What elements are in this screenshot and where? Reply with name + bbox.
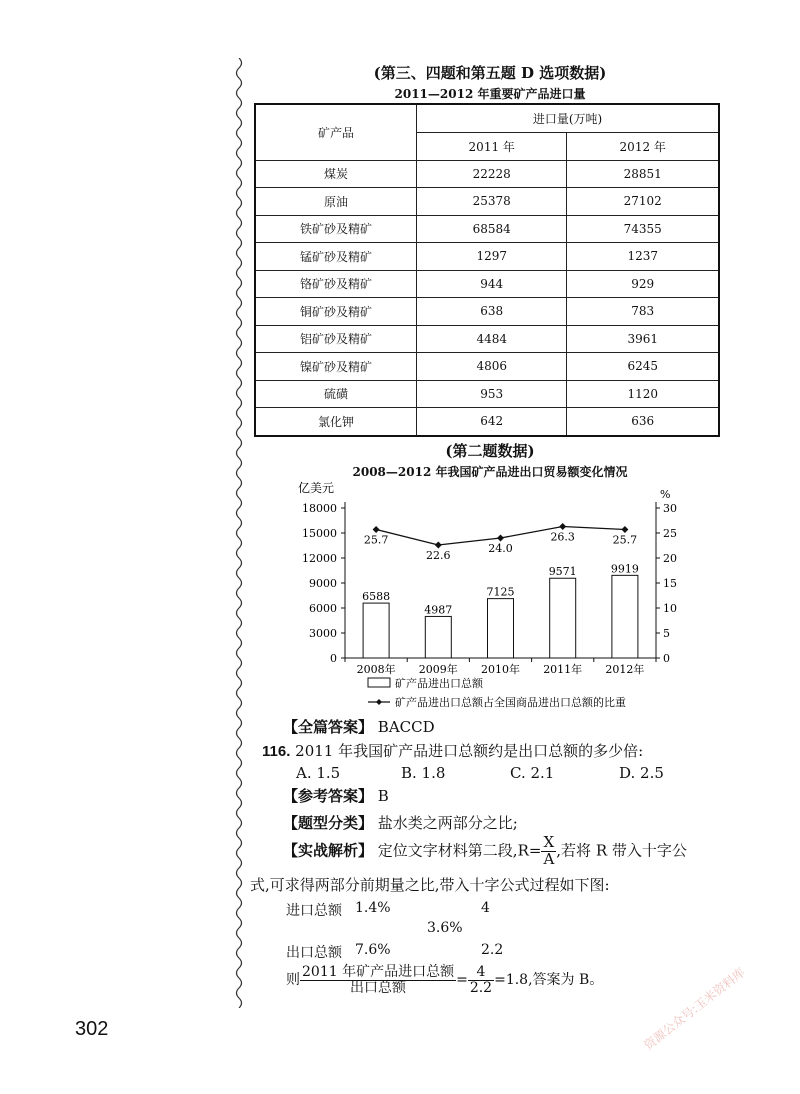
table-body: [255, 160, 719, 436]
final-prefix: 则: [286, 972, 300, 989]
right-tick-label: 20: [663, 552, 677, 565]
table-row: [255, 353, 719, 381]
cell-mineral-name: 铬矿砂及精矿: [255, 270, 417, 298]
cell-mineral-name: 锰矿砂及精矿: [255, 243, 417, 271]
cell-2011: 1297: [417, 243, 567, 271]
cell-2011: 642: [417, 408, 567, 436]
cross-row2-label: 出口总额: [286, 945, 342, 961]
bar: [550, 578, 576, 658]
chart-section-title: (第二题数据): [445, 442, 535, 460]
share-value-label: 22.6: [426, 549, 451, 562]
right-tick-label: 10: [663, 602, 677, 615]
left-tick-label: 0: [330, 652, 337, 665]
option-b: B. 1.8: [401, 764, 446, 782]
legend-bar-swatch: [368, 678, 390, 687]
right-tick-label: 5: [663, 627, 670, 640]
share-point: [497, 535, 504, 542]
question-type-line: [283, 812, 518, 833]
analysis-line-1: [283, 835, 687, 868]
mineral-import-table: [254, 103, 720, 437]
table-row: [255, 215, 719, 243]
share-value-label: 25.7: [612, 533, 638, 547]
cell-2012: 636: [567, 408, 719, 436]
category-label: 2008年: [356, 663, 396, 676]
cell-2012: 6245: [567, 353, 719, 381]
cell-mineral-name: 铝矿砂及精矿: [255, 325, 417, 353]
table-row: [255, 188, 719, 216]
bar: [425, 616, 451, 658]
legend-bar-label: 矿产品进出口总额: [395, 677, 483, 690]
analysis-text-part1: 定位文字材料第二段,R=: [377, 841, 542, 860]
left-tick-label: 15000: [302, 527, 337, 540]
chart-title: 2008—2012 年我国矿产品进出口贸易额变化情况: [352, 465, 628, 479]
final-denominator: 出口总额: [350, 979, 407, 996]
cross-row2-result: 2.2: [481, 942, 504, 958]
bar: [612, 575, 638, 658]
category-label: 2009年: [418, 663, 458, 676]
cell-2012: 74355: [567, 215, 719, 243]
left-tick-label: 18000: [302, 502, 337, 515]
bar-value-label: 4987: [424, 603, 453, 617]
right-tick-label: 30: [663, 502, 677, 515]
question-116: [262, 740, 643, 761]
final-calculation: [286, 965, 603, 995]
reference-answer-value: B: [377, 787, 389, 805]
cross-row2-rate: 7.6%: [355, 942, 391, 958]
left-tick-label: 3000: [309, 627, 337, 640]
share-point: [621, 526, 628, 533]
cell-mineral-name: 原油: [255, 188, 417, 216]
question-number: 116.: [262, 743, 291, 760]
watermark: 资源公众号:玉米资料库: [641, 965, 748, 1053]
share-point: [559, 523, 566, 530]
header-year-2011: 2011 年: [417, 132, 567, 160]
table-row: [255, 270, 719, 298]
left-tick-label: 12000: [302, 552, 337, 565]
cell-2011: 4806: [417, 353, 567, 381]
margin-wavy-line: [232, 58, 246, 1008]
header-volume: 进口量(万吨): [417, 104, 720, 132]
share-value-label: 24.0: [488, 542, 513, 555]
cross-middle-rate: 3.6%: [427, 920, 463, 936]
left-tick-label: 9000: [309, 577, 337, 590]
table-section-title: (第三、四题和第五题 D 选项数据): [373, 64, 607, 82]
header-mineral: 矿产品: [255, 104, 417, 160]
legend-line-label: 矿产品进出口总额占全国商品进出口总额的比重: [395, 696, 626, 709]
table-row: [255, 380, 719, 408]
cell-2012: 28851: [567, 160, 719, 188]
analysis-text-part2: ,若将 R 带入十字公: [556, 841, 687, 860]
table-title: 2011—2012 年重要矿产品进口量: [394, 87, 586, 101]
cell-2012: 1120: [567, 380, 719, 408]
all-answer-line: [283, 716, 435, 737]
cell-mineral-name: 氯化钾: [255, 408, 417, 436]
final-numerator: 2011 年矿产品进口总额: [302, 964, 455, 980]
final-value-denominator: 2.2: [469, 979, 493, 996]
final-value-numerator: 4: [468, 965, 494, 981]
all-answer-label: 【全篇答案】: [283, 718, 374, 736]
trade-chart: [290, 478, 690, 718]
table-header-row: [255, 104, 719, 132]
ratio-numerator: X: [541, 835, 556, 852]
ratio-denominator: A: [543, 849, 555, 868]
cell-mineral-name: 铁矿砂及精矿: [255, 215, 417, 243]
left-axis-unit: 亿美元: [298, 481, 335, 495]
category-label: 2012年: [605, 663, 645, 676]
page-number: 302: [75, 1018, 109, 1040]
share-value-label: 25.7: [363, 533, 389, 547]
category-label: 2010年: [481, 663, 520, 676]
bar-value-label: 9571: [548, 565, 577, 579]
option-d: D. 2.5: [619, 764, 664, 782]
cell-mineral-name: 煤炭: [255, 160, 417, 188]
reference-answer-line: [283, 785, 389, 806]
bar-value-label: 9919: [610, 562, 639, 576]
cell-mineral-name: 镍矿砂及精矿: [255, 353, 417, 381]
header-year-2012: 2012 年: [567, 132, 719, 160]
cell-2012: 783: [567, 298, 719, 326]
table-row: [255, 298, 719, 326]
cell-2011: 944: [417, 270, 567, 298]
option-a: A. 1.5: [296, 764, 341, 782]
bar: [488, 599, 514, 658]
question-text: 2011 年我国矿产品进口总额约是出口总额的多少倍:: [295, 742, 644, 760]
cell-2011: 22228: [417, 160, 567, 188]
final-equals: =: [456, 972, 468, 989]
cell-2011: 25378: [417, 188, 567, 216]
table-row: [255, 325, 719, 353]
cross-row1-rate: 1.4%: [355, 900, 391, 916]
bar-value-label: 7125: [486, 585, 515, 599]
share-value-label: 26.3: [550, 530, 575, 544]
share-point: [435, 542, 442, 549]
right-axis-unit: %: [660, 488, 671, 501]
right-tick-label: 15: [663, 577, 677, 590]
cell-2012: 929: [567, 270, 719, 298]
right-tick-label: 0: [663, 652, 670, 665]
table-row: [255, 408, 719, 436]
analysis-label: 【实战解析】: [283, 841, 374, 860]
cross-row1-result: 4: [481, 900, 490, 916]
cell-mineral-name: 铜矿砂及精矿: [255, 298, 417, 326]
legend-line-marker: [376, 699, 382, 705]
bar: [363, 603, 389, 658]
cell-2012: 1237: [567, 243, 719, 271]
left-tick-label: 6000: [309, 602, 337, 615]
cell-2012: 27102: [567, 188, 719, 216]
question-type-value: 盐水类之两部分之比;: [377, 814, 518, 832]
table-row: [255, 160, 719, 188]
final-value-fraction: [468, 965, 494, 995]
option-c: C. 2.1: [510, 764, 555, 782]
ratio-fraction: [541, 835, 556, 868]
bar-value-label: 6588: [362, 590, 391, 604]
question-type-label: 【题型分类】: [283, 814, 374, 832]
all-answer-value: BACCD: [377, 718, 435, 736]
analysis-line-2: 式,可求得两部分前期量之比,带入十字公式过程如下图:: [250, 876, 610, 894]
cell-2011: 68584: [417, 215, 567, 243]
category-label: 2011年: [543, 663, 583, 676]
right-tick-label: 25: [663, 527, 677, 540]
table-row: [255, 243, 719, 271]
reference-answer-label: 【参考答案】: [283, 787, 374, 805]
final-suffix: =1.8,答案为 B。: [494, 972, 604, 989]
cell-2011: 4484: [417, 325, 567, 353]
cell-2011: 953: [417, 380, 567, 408]
cell-2011: 638: [417, 298, 567, 326]
cell-2012: 3961: [567, 325, 719, 353]
share-point: [373, 526, 380, 533]
cross-row1-label: 进口总额: [286, 903, 342, 919]
cell-mineral-name: 硫磺: [255, 380, 417, 408]
final-fraction: [300, 965, 456, 995]
